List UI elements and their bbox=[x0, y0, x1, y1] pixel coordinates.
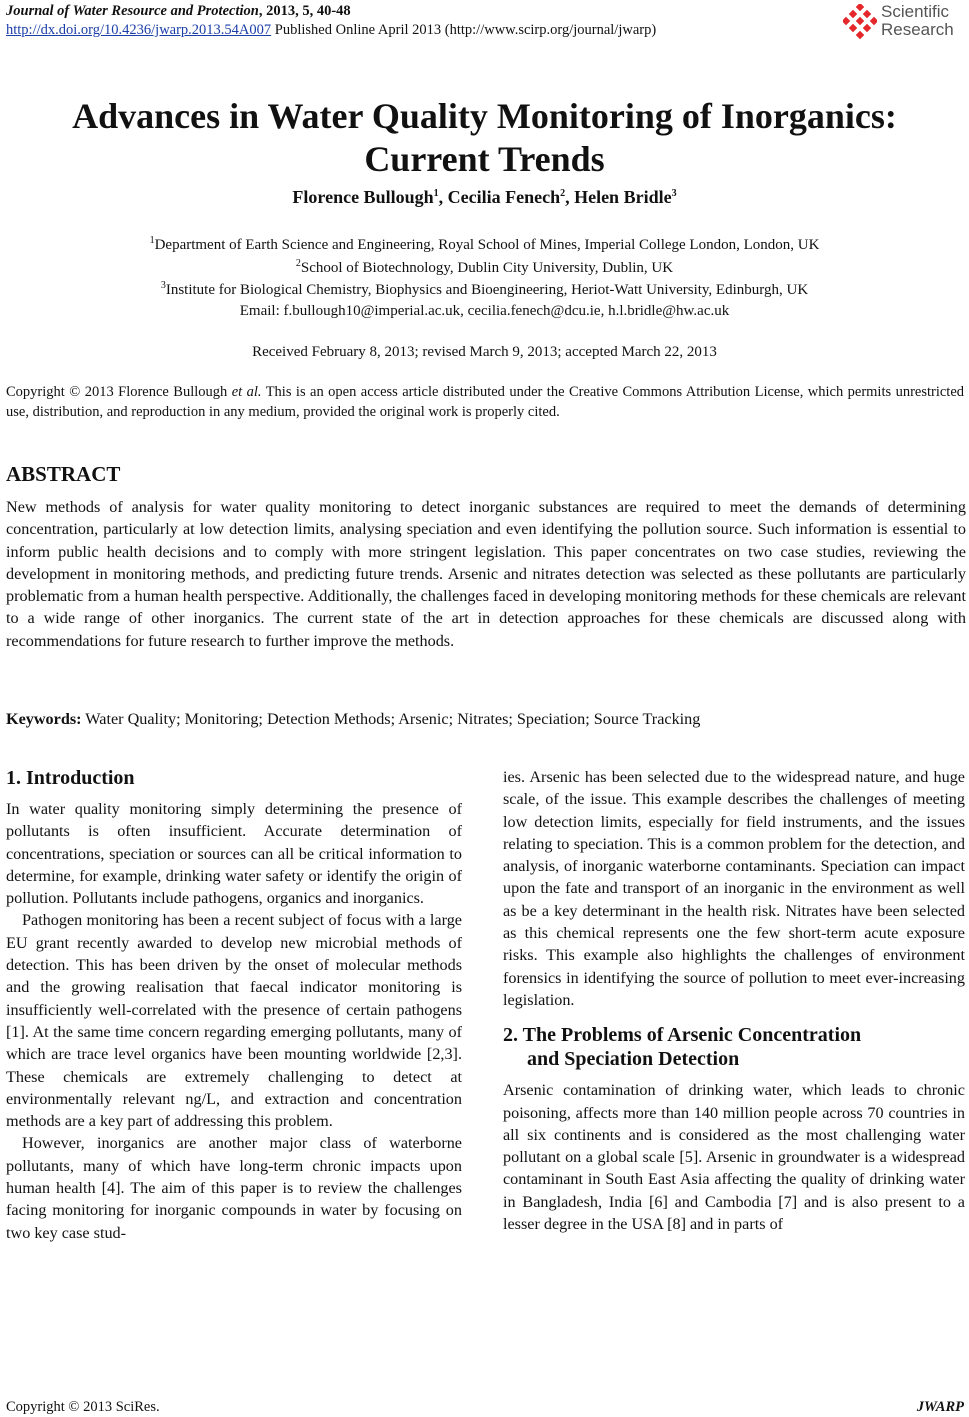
logo-line1: Scientific bbox=[881, 2, 950, 21]
section-1-heading: 1. Introduction bbox=[6, 767, 135, 789]
paragraph: Pathogen monitoring has been a recent subject of focus with a large EU grant recently awarded to develop new microbial methods of detection. This has been driven by the onset of molecular methods and the growing realisation that faecal indicator monitoring is insufficiently well-correlated with the presence of certain pathogens [1]. At the same time concern regarding emerging pollutants, many of which are trace level organics have been mounting worldwide [2,3]. These chemicals are extremely challenging to detect at environmentally relevant ng/L, and extraction and concentration methods are a key part of addressing this problem. bbox=[6, 911, 462, 1131]
title-line1: Advances in Water Quality Monitoring of Inorganics: bbox=[72, 96, 897, 136]
logo-line2: Research bbox=[881, 20, 954, 39]
section-2-heading-line2: and Speciation Detection bbox=[527, 1048, 740, 1071]
title-line2: Current Trends bbox=[364, 139, 605, 179]
author-separator: , bbox=[565, 187, 575, 207]
footer-copyright: Copyright © 2013 SciRes. bbox=[6, 1399, 160, 1415]
affiliation-sup: 2 bbox=[295, 258, 301, 269]
author-name: Florence Bullough bbox=[292, 187, 434, 207]
section-2-heading-line1: 2. The Problems of Arsenic Concentration bbox=[503, 1024, 862, 1047]
affiliation-1 bbox=[0, 236, 969, 255]
paragraph: Arsenic contamination of drinking water, which leads to chronic poisoning, affects more than 140 million people across 70 countries in all six continents and is considered as the most challenging water pollutant on a global scale [5]. Arsenic in groundwater is a widespread contaminant in South East Asia affecting the quality of drinking water in Bangladesh, India [6] and Cambodia [7] and is also present to a lesser degree in the USA [8] and in parts of bbox=[503, 1081, 965, 1234]
affiliation-text: Department of Earth Science and Engineering, Royal School of Mines, Imperial College London, London, UK bbox=[154, 237, 820, 253]
affiliation-sup: 3 bbox=[160, 280, 166, 291]
author-emails: Email: f.bullough10@imperial.ac.uk, cecilia.fenech@dcu.ie, h.l.bridle@hw.ac.uk bbox=[239, 303, 730, 319]
author-sup: 1 bbox=[433, 188, 439, 199]
affiliation-text: School of Biotechnology, Dublin City University, Dublin, UK bbox=[300, 260, 674, 276]
footer-journal-abbr: JWARP bbox=[916, 1399, 964, 1415]
paper-title bbox=[0, 95, 969, 181]
page-footer bbox=[6, 1398, 964, 1416]
author-separator: , bbox=[438, 187, 448, 207]
scientific-research-logo-icon bbox=[843, 4, 877, 40]
author-name: Helen Bridle bbox=[574, 187, 672, 207]
author-sup: 3 bbox=[671, 188, 677, 199]
left-column bbox=[6, 766, 462, 1244]
copyright-pre: Copyright © 2013 Florence Bullough bbox=[6, 384, 232, 400]
copyright-notice bbox=[6, 382, 964, 422]
copyright-etal: et al. bbox=[231, 384, 262, 400]
author-sup: 2 bbox=[560, 188, 566, 199]
paragraph: In water quality monitoring simply determining the presence of pollutants is often insufficient. Accurate determination of concentrations, speciation or sources can all be critical information to determine, for example, drinking water safety or identify the origin of pollution. Pollutants include pathogens, organics and inorganics. bbox=[6, 800, 462, 908]
affiliation-text: Institute for Biological Chemistry, Biophysics and Bioengineering, Heriot-Watt University, Edinburgh, UK bbox=[165, 282, 809, 298]
paragraph: However, inorganics are another major class of waterborne pollutants, many of which have long-term chronic impacts upon human health [4]. The aim of this paper is to review the challenges facing monitoring for inorganic compounds in water by focusing on two key case stud- bbox=[6, 1134, 462, 1242]
keywords-label: Keywords: bbox=[6, 710, 82, 728]
affiliation-3 bbox=[0, 281, 969, 300]
published-info: Published Online April 2013 (http://www.scirp.org/journal/jwarp) bbox=[271, 22, 657, 38]
logo-text bbox=[881, 3, 954, 39]
received-dates: Received February 8, 2013; revised March 9, 2013; accepted March 22, 2013 bbox=[252, 344, 717, 360]
abstract-heading: ABSTRACT bbox=[6, 462, 121, 486]
author-name: Cecilia Fenech bbox=[447, 187, 561, 207]
paragraph: ies. Arsenic has been selected due to the widespread nature, and huge scale, of the issue. This example describes the challenges of meeting low detection limits, especially for field instruments, and the issues relating to speciation. This is a common problem for the detection, and analysis, of inorganic waterborne contaminants. Speciation can impact upon the fate and transport of an inorganic in the environment as well as be a key determinant in the health risk. Nitrates have been selected as this chemical represents one the few short-term acute exposure risks. This example also highlights the challenges of environment forensics in identifying the source of pollution to meet ever-increasing legislation. bbox=[503, 768, 965, 1009]
copyright-post: This is an open access article distributed under the Creative Commons Attribution License, which permits unrestricted use, distribution, and reproduction in any medium, provided the original work is properly cited. bbox=[6, 384, 965, 420]
authors bbox=[0, 186, 969, 208]
affiliation-sup: 1 bbox=[149, 235, 155, 246]
journal-header bbox=[6, 2, 836, 40]
right-column bbox=[503, 766, 965, 1235]
section-2-heading bbox=[503, 1023, 965, 1071]
journal-issue: , 2013, 5, 40-48 bbox=[258, 3, 351, 19]
journal-title: Journal of Water Resource and Protection bbox=[6, 3, 259, 19]
doi-link[interactable]: http://dx.doi.org/10.4236/jwarp.2013.54A007 bbox=[6, 22, 272, 38]
publisher-logo bbox=[843, 2, 965, 42]
keywords bbox=[6, 708, 966, 730]
affiliation-2 bbox=[0, 259, 969, 278]
keywords-list: Water Quality; Monitoring; Detection Methods; Arsenic; Nitrates; Speciation; Source Tracking bbox=[81, 710, 701, 728]
abstract-text: New methods of analysis for water quality monitoring to detect inorganic substances are required to meet the demands of determining concentration, particularly at low detection limits, analysing speciation and even identifying the pollution source. Such information is essential to inform public health decisions and to comply with more stringent legislation. This paper concentrates on two case studies, reviewing the development in monitoring methods, and predicting future trends. Arsenic and nitrates detection was selected as these pollutants are particularly problematic from a human health perspective. Additionally, the challenges faced in developing monitoring methods for these chemicals are relevant to a wide range of other inorganics. The current state of the art in detection approaches for these chemicals are discussed along with recommendations for future research to further improve the methods. bbox=[6, 498, 966, 650]
